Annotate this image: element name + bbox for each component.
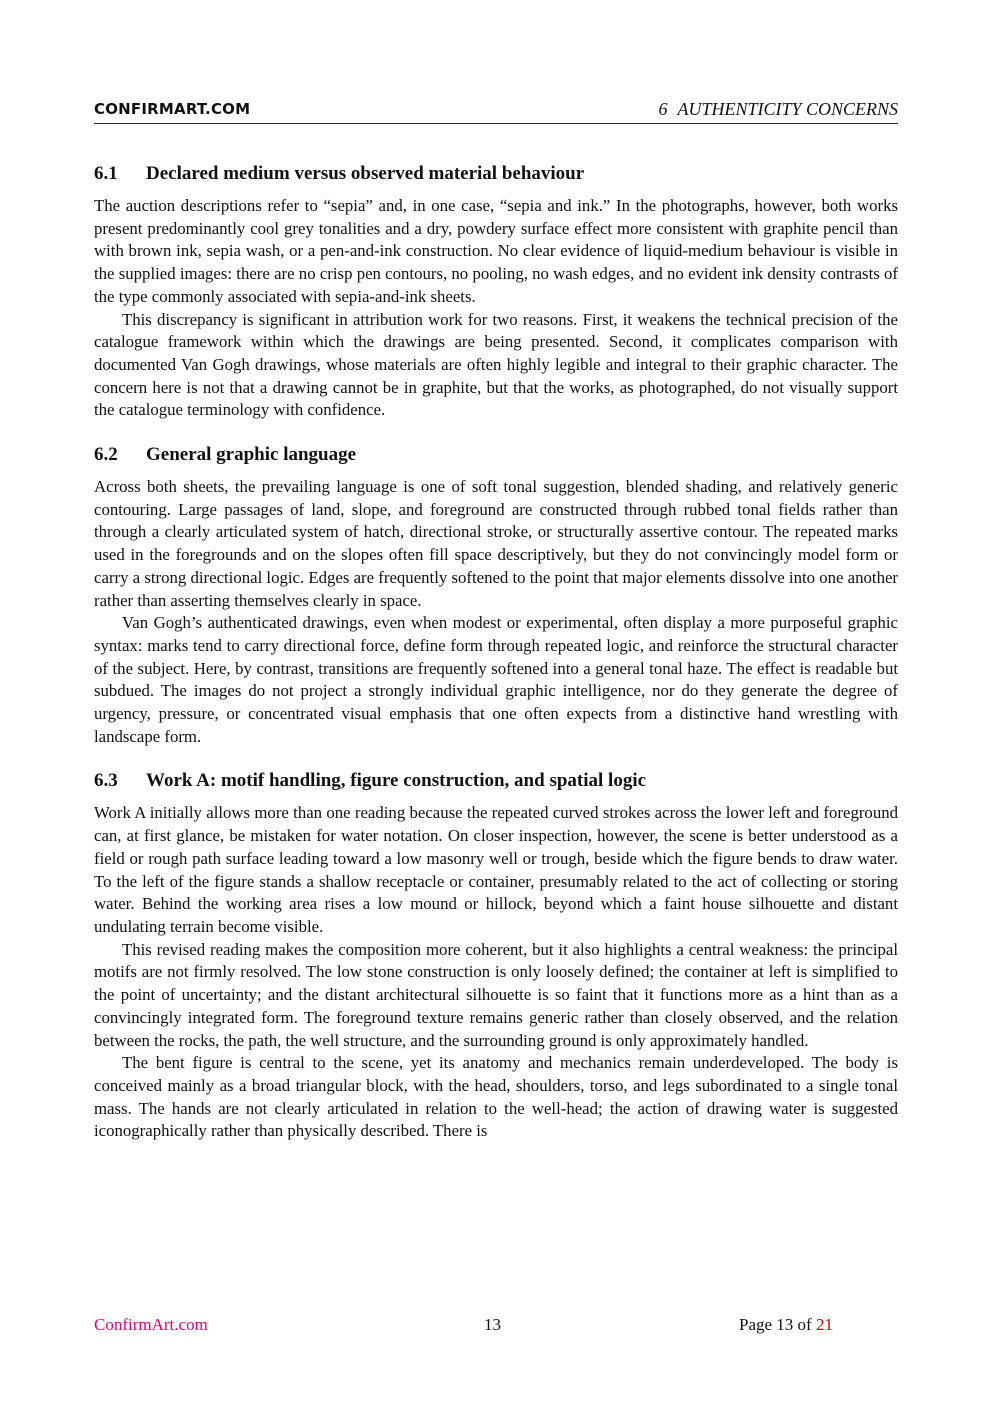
section-number: 6.2 (94, 444, 118, 466)
section-title: Work A: motif handling, figure construction, and spatial logic (146, 770, 647, 792)
section-heading (94, 441, 898, 469)
paragraph: This revised reading makes the composition more coherent, but it also highlights a central weakness: the principal motifs are not firmly resolved. The low stone construction is only loosely defined; the container at left is simplified to the point of uncertainty; and the distant architectural silhouette is so faint that it functions more as a hint than as a convincingly integrated form. The foreground texture remains generic rather than closely observed, and the relation between the rocks, the path, the well structure, and the surrounding ground is only approximately handled. (94, 939, 898, 1050)
paragraph: Van Gogh’s authenticated drawings, even when modest or experimental, often display a more purposeful graphic syntax: marks tend to carry directional force, define form through repeated logic, and reinforce the structural character of the subject. Here, by contrast, transitions are frequently softened into a general tonal haze. The effect is readable but subdued. The images do not project a strongly individual graphic intelligence, nor do they generate the degree of urgency, pressure, or concentrated visual emphasis that one often expects from a distinctive hand wrestling with landscape form. (94, 613, 898, 746)
paragraph: Across both sheets, the prevailing language is one of soft tonal suggestion, blended shading, and relatively generic contouring. Large passages of land, slope, and foreground are constructed through rubbed tonal fields rather than through a clearly articulated system of hatch, directional stroke, or structurally assertive contour. The repeated marks used in the foregrounds and on the slopes often fill space descriptively, but they do not convincingly model form or carry a strong directional logic. Edges are frequently softened to the point that major elements dissolve into one another rather than asserting themselves clearly in space. (94, 477, 898, 610)
section-6-3 (94, 767, 898, 1143)
document-page (94, 0, 898, 1404)
section-number: 6.3 (94, 770, 118, 792)
header-section-name: AUTHENTICITY CONCERNS (677, 99, 898, 119)
paragraph: The bent figure is central to the scene, yet its anatomy and mechanics remain underdeveloped. The body is conceived mainly as a broad triangular block, with the head, shoulders, torso, and legs subordinated to a single tonal mass. The hands are not clearly articulated in relation to the well-head; the action of drawing water is suggested iconographically rather than physically described. There is (94, 1053, 898, 1141)
section-heading (94, 767, 898, 795)
header-logo: CONFIRMART.COM (94, 100, 251, 118)
main-content (94, 160, 898, 1143)
paragraph: The auction descriptions refer to “sepia” and, in one case, “sepia and ink.” In the photographs, however, both works present predominantly cool grey tonalities and a dry, powdery surface effect more consistent with graphite pencil than with brown ink, sepia wash, or a pen-and-ink construction. No clear evidence of liquid-medium behaviour is visible in the supplied images: there are no crisp pen contours, no pooling, no wash edges, and no evident ink density contrasts of the type commonly associated with sepia-and-ink sheets. (94, 196, 898, 306)
footer-page-of-prefix: Page 13 of (739, 1315, 812, 1334)
footer-page-of (739, 1315, 833, 1335)
header-section-number: 6 (658, 99, 668, 119)
section-number: 6.1 (94, 163, 118, 184)
footer-site-link[interactable]: ConfirmArt.com (94, 1315, 208, 1334)
paragraph: This discrepancy is significant in attribution work for two reasons. First, it weakens the technical precision of the catalogue framework within which the drawings are being presented. Second, it complicates comparison with documented Van Gogh drawings, whose materials are often highly legible and integral to their graphic character. The concern here is not that a drawing cannot be in graphite, but that the works, as photographed, do not visually support the catalogue terminology with confidence. (94, 309, 898, 420)
running-header (94, 99, 898, 124)
section-title: Declared medium versus observed material behaviour (146, 163, 585, 184)
header-section-title (658, 99, 898, 120)
footer-page-number: 13 (484, 1315, 501, 1334)
section-6-1 (94, 160, 898, 422)
footer-page-total-link[interactable]: 21 (815, 1315, 833, 1334)
section-title: General graphic language (146, 444, 357, 466)
section-6-2 (94, 441, 898, 748)
paragraph: Work A initially allows more than one reading because the repeated curved strokes across the lower left and foreground can, at first glance, be mistaken for water notation. On closer inspection, however, the scene is better understood as a field or rough path surface leading toward a low masonry well or trough, beside which the figure bends to draw water. To the left of the figure stands a shallow receptacle or container, presumably related to the act of collecting or storing water. Behind the working area rises a low mound or hillock, beyond which a faint house silhouette and distant undulating terrain become visible. (94, 803, 898, 936)
section-heading (94, 160, 898, 188)
page-footer (94, 1315, 898, 1339)
